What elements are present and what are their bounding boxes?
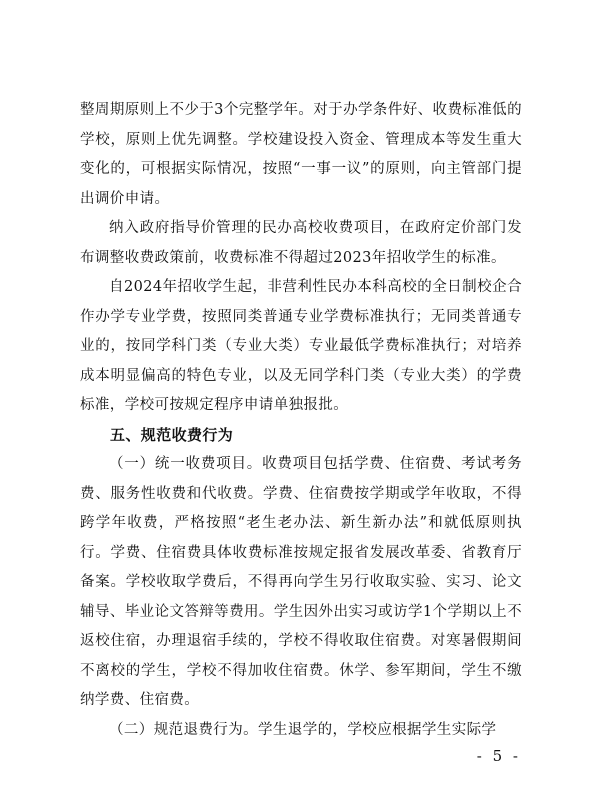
page-number: - 5 - bbox=[476, 747, 521, 765]
paragraph-refund: （二）规范退费行为。学生退学的，学校应根据学生实际学 bbox=[109, 721, 497, 738]
paragraph-continued: 整周期原则上不少于3个完整学年。对于办学条件好、收费标准低的学校，原则上优先调整。学校建设投入资金、管理成本等发生重大变化的，可根据实际情况，按照“一事一议”的原则，向主管部门提出调价申请。 bbox=[80, 102, 522, 207]
section-heading-5: 五、规范收费行为 bbox=[110, 425, 234, 444]
paragraph-unified-items: （一）统一收费项目。收费项目包括学费、住宿费、考试考务费、服务性收费和代收费。学费、住宿费按学期或学年收取，不得跨学年收费，严格按照“老生老办法、新生新办法”和就低原则执行。学费、住宿费具体收费标准按规定报省发展改革委、省教育厅备案。学校收取学费后，不得再向学生另行收取实验、实习、论文辅导、毕业论文答辩等费用。学生因外出实习或访学1个学期以上不返校住宿，办理退宿手续的，学校不得收取住宿费。对寒暑假期间不离校的学生，学校不得加收住宿费。休学、参军期间，学生不缴纳学费、住宿费。 bbox=[80, 456, 522, 708]
paragraph-2024-tuition: 自2024年招收学生起，非营利性民办本科高校的全日制校企合作办学专业学费，按照同类普通专业学费标准执行；无同类普通专业的，按同学科门类（专业大类）专业最低学费标准执行；对培养成本明显偏高的特色专业，以及无同学科门类（专业大类）的学费标准，学校可按规定程序申请单独报批。 bbox=[80, 279, 522, 413]
body-text bbox=[80, 96, 522, 745]
paragraph-guided-price: 纳入政府指导价管理的民办高校收费项目，在政府定价部门发布调整收费政策前，收费标准不得超过2023年招收学生的标准。 bbox=[80, 220, 522, 266]
